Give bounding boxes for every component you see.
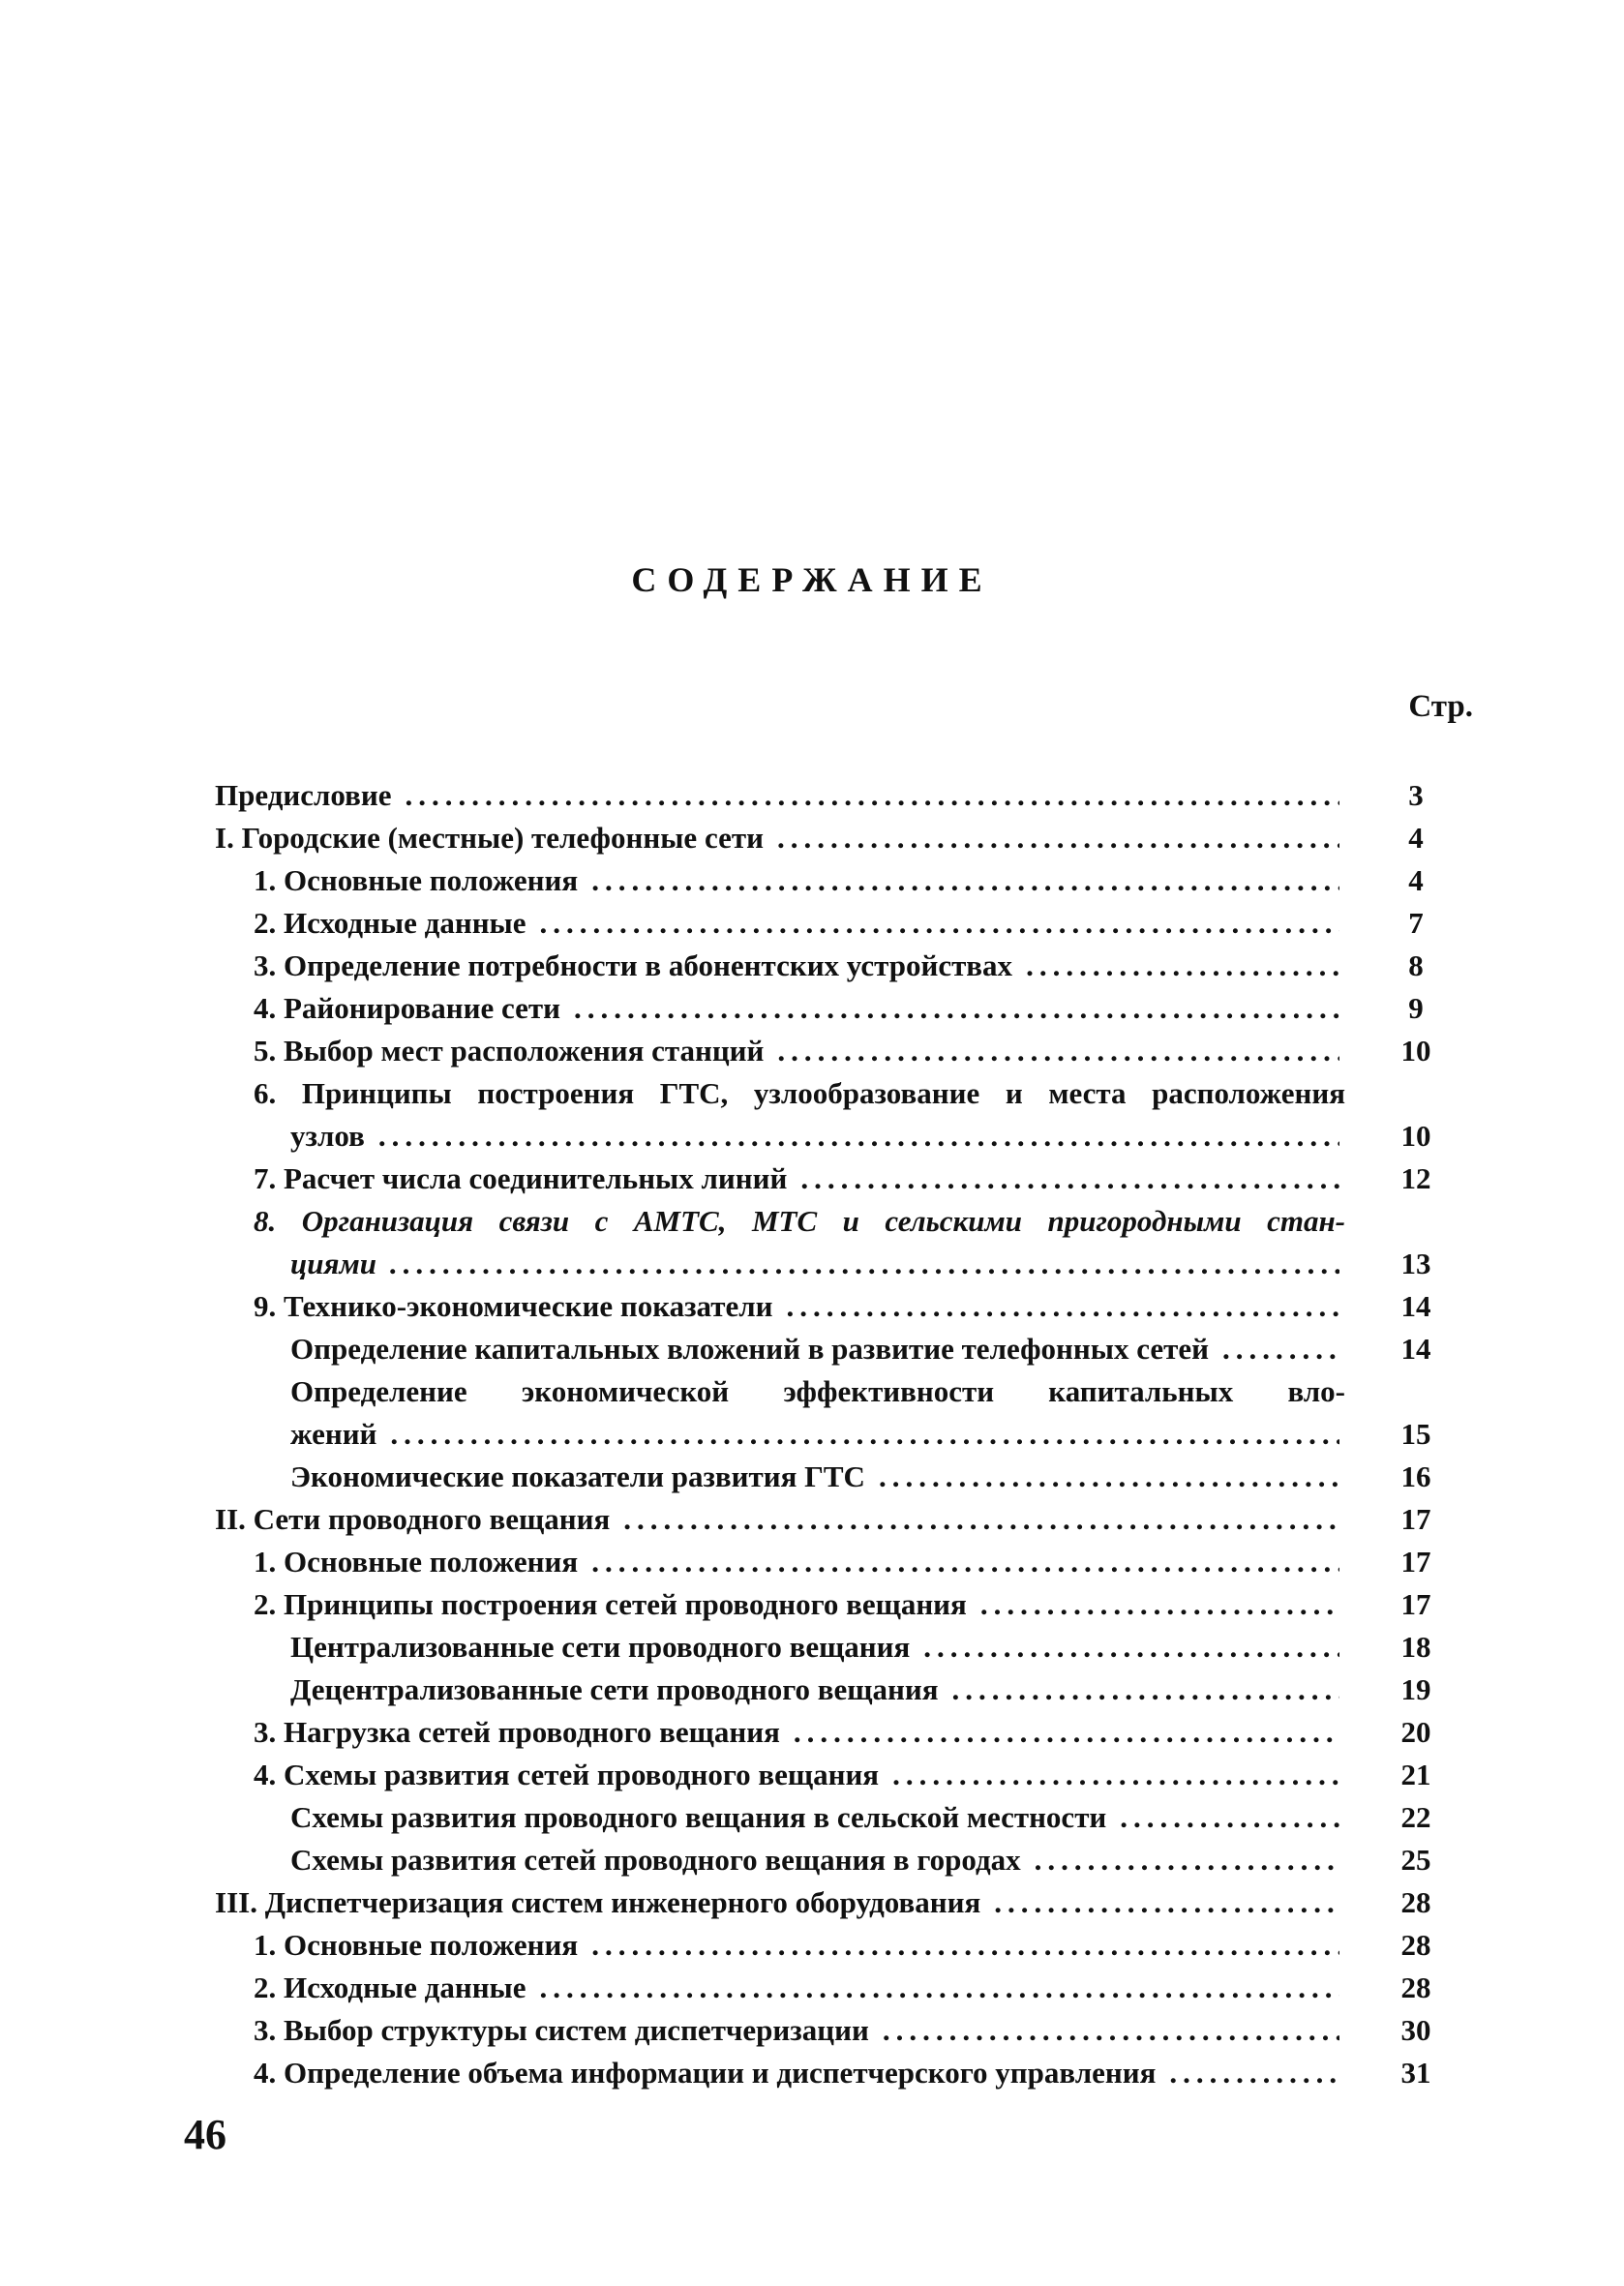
toc-entry [254, 1711, 1345, 1754]
toc-entry-text: Децентрализованные сети проводного вещания [290, 1672, 939, 1706]
toc-entry [290, 1243, 1345, 1285]
dot-leader [378, 1115, 1339, 1158]
toc-page-number: 15 [1400, 1417, 1431, 1451]
dot-leader [540, 902, 1339, 945]
dot-leader [591, 859, 1339, 902]
toc-entry-text: 3. Выбор структуры систем диспетчеризации [254, 2013, 869, 2047]
dot-leader [591, 1924, 1339, 1967]
toc-page-number: 31 [1400, 2056, 1431, 2090]
toc-entry [254, 1030, 1345, 1072]
dot-leader [591, 1541, 1339, 1583]
toc-page-number: 16 [1400, 1459, 1431, 1493]
toc-entry [290, 1626, 1345, 1669]
toc-entry [290, 1328, 1345, 1370]
toc-entry [254, 1200, 1345, 1243]
dot-leader [777, 817, 1339, 859]
toc-page-number: 14 [1400, 1289, 1431, 1323]
dot-leader [1035, 1839, 1339, 1881]
toc-entry-text: 8. Организация связи с АМТС, МТС и сельскими пригородными стан- [254, 1204, 1345, 1238]
toc-entry-text: жений [290, 1417, 377, 1451]
toc-entry [254, 1967, 1345, 2009]
dot-leader [574, 987, 1339, 1030]
toc-page-number: 21 [1400, 1758, 1431, 1791]
page-title: СОДЕРЖАНИЕ [631, 560, 993, 599]
toc-entry-text: Централизованные сети проводного вещания [290, 1630, 911, 1664]
toc-page-number: 20 [1400, 1715, 1431, 1749]
toc-entry [290, 1456, 1345, 1498]
toc-page-number: 4 [1408, 821, 1424, 855]
toc-page-number: 13 [1400, 1247, 1431, 1280]
toc-entry [290, 1839, 1345, 1881]
toc-entry [215, 1881, 1345, 1924]
toc-entry [290, 1669, 1345, 1711]
toc-page-number: 10 [1400, 1119, 1431, 1153]
dot-leader [1120, 1796, 1339, 1839]
toc-entry-text: 6. Принципы построения ГТС, узлообразование и места расположения [254, 1076, 1345, 1110]
dot-leader [980, 1583, 1339, 1626]
toc-entry-text: 4. Районирование сети [254, 991, 560, 1025]
toc-entry [215, 774, 1345, 817]
toc-entry-text: 2. Исходные данные [254, 906, 526, 940]
toc-page-number: 14 [1400, 1332, 1431, 1366]
toc-entry-text: 9. Технико-экономические показатели [254, 1289, 773, 1323]
toc-entry [254, 1158, 1345, 1200]
toc-entry-text: Схемы развития проводного вещания в сельской местности [290, 1800, 1107, 1834]
dot-leader [794, 1711, 1339, 1754]
toc-entry-text: Определение экономической эффективности капитальных вло- [290, 1374, 1345, 1408]
page-column-label: Стр. [1408, 689, 1473, 724]
toc-page-number: 28 [1400, 1885, 1431, 1919]
toc-entry [254, 2009, 1345, 2052]
toc-page-number: 25 [1400, 1843, 1431, 1877]
toc-entry-text: II. Сети проводного вещания [215, 1502, 611, 1536]
toc-entry-text: Экономические показатели развития ГТС [290, 1459, 865, 1493]
toc-page-number: 12 [1400, 1161, 1431, 1195]
toc-entry [254, 859, 1345, 902]
toc-entry [254, 987, 1345, 1030]
toc-entry-text: 1. Основные положения [254, 863, 579, 897]
toc-page-number: 4 [1408, 863, 1424, 897]
toc-entry [254, 1583, 1345, 1626]
toc-page-number: 19 [1400, 1672, 1431, 1706]
dot-leader [1222, 1328, 1339, 1370]
toc-entry [290, 1115, 1345, 1158]
toc-entry-text: III. Диспетчеризация систем инженерного оборудования [215, 1885, 981, 1919]
dot-leader [540, 1967, 1339, 2009]
toc-entry-text: 3. Определение потребности в абонентских устройствах [254, 948, 1013, 982]
toc-entry-text: 1. Основные положения [254, 1545, 579, 1579]
toc-entry-text: 2. Исходные данные [254, 1970, 526, 2004]
toc-page-number: 8 [1408, 948, 1424, 982]
toc-entry [215, 1498, 1345, 1541]
toc-page-number: 7 [1408, 906, 1424, 940]
dot-leader [787, 1285, 1340, 1328]
toc-entry-text: 2. Принципы построения сетей проводного вещания [254, 1587, 967, 1621]
toc-page-number: 30 [1400, 2013, 1431, 2047]
dot-leader [892, 1754, 1339, 1796]
toc-entry-text: 5. Выбор мест расположения станций [254, 1034, 765, 1068]
toc-entry [254, 945, 1345, 987]
toc-entry-text: Схемы развития сетей проводного вещания в городах [290, 1843, 1021, 1877]
toc-entry-text: циями [290, 1247, 376, 1280]
toc-entry [215, 817, 1345, 859]
toc-entry [290, 1370, 1345, 1413]
toc-entry [290, 1796, 1345, 1839]
dot-leader [406, 774, 1340, 817]
toc-entry-text: узлов [290, 1119, 365, 1153]
toc-page-number: 22 [1400, 1800, 1431, 1834]
toc-page-number: 17 [1400, 1545, 1431, 1579]
toc-entry-text: 3. Нагрузка сетей проводного вещания [254, 1715, 780, 1749]
dot-leader [883, 2009, 1339, 2052]
toc-page-number: 9 [1408, 991, 1424, 1025]
dot-leader [777, 1030, 1339, 1072]
toc-entry [254, 902, 1345, 945]
toc-entry [254, 1541, 1345, 1583]
toc-page-number: 18 [1400, 1630, 1431, 1664]
dot-leader [879, 1456, 1339, 1498]
toc-entry [254, 2052, 1345, 2094]
dot-leader [623, 1498, 1339, 1541]
dot-leader [923, 1626, 1339, 1669]
toc-page-number: 28 [1400, 1970, 1431, 2004]
toc-entry-text: Определение капитальных вложений в развитие телефонных сетей [290, 1332, 1209, 1366]
dot-leader [994, 1881, 1339, 1924]
toc-entry-text: 4. Схемы развития сетей проводного вещания [254, 1758, 880, 1791]
toc-page-number: 10 [1400, 1034, 1431, 1068]
dot-leader [390, 1413, 1339, 1456]
toc-entry [254, 1754, 1345, 1796]
dot-leader [800, 1158, 1339, 1200]
toc-entry-text: 1. Основные положения [254, 1928, 579, 1962]
toc-page-number: 17 [1400, 1587, 1431, 1621]
toc-entry [254, 1924, 1345, 1967]
dot-leader [951, 1669, 1339, 1711]
toc-entry-text: 4. Определение объема информации и диспетчерского управления [254, 2056, 1157, 2090]
toc-page-number: 3 [1408, 778, 1424, 812]
toc-entry-text: 7. Расчет числа соединительных линий [254, 1161, 788, 1195]
toc-page-number: 28 [1400, 1928, 1431, 1962]
dot-leader [1026, 945, 1339, 987]
toc-entry [254, 1072, 1345, 1115]
dot-leader [390, 1243, 1339, 1285]
toc-page-number: 17 [1400, 1502, 1431, 1536]
toc-entry-text: I. Городские (местные) телефонные сети [215, 821, 764, 855]
toc-entry [290, 1413, 1345, 1456]
toc-entry [254, 1285, 1345, 1328]
dot-leader [1169, 2052, 1339, 2094]
page-number: 46 [184, 2111, 226, 2158]
toc-entry-text: Предисловие [215, 778, 392, 812]
